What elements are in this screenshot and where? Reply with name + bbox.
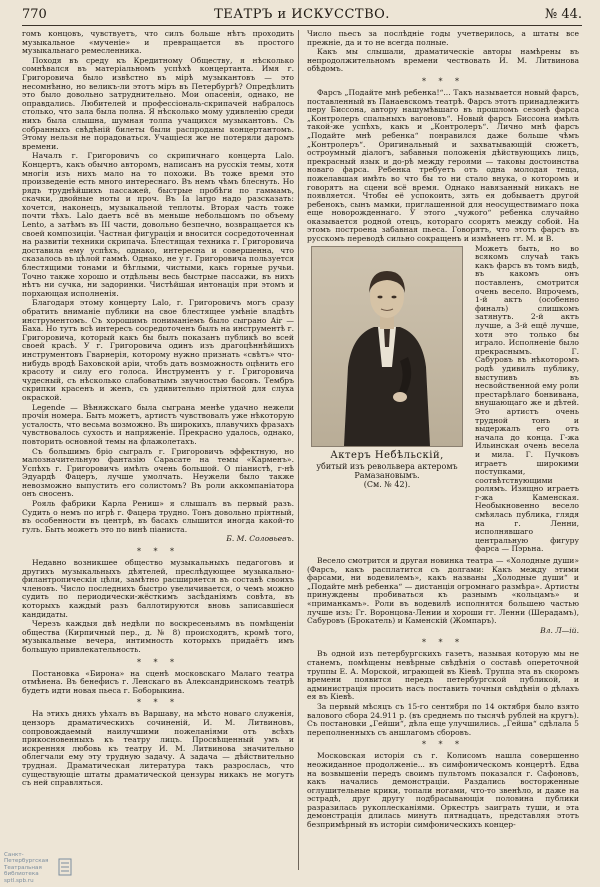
paragraph: Походя въ среду къ Кредитному Обществу, я нѣсколько сомнѣвался въ матеріальномъ успѣхѣ концертанта. Имя г. Григоровича было извѣстно въ мірѣ музыкантовъ — это несомнѣнно, но великъ-ли этотъ міръ въ Петербургѣ? Опредѣлить это было довольно затруднительно. Мои опасенія, однако, не оправдались. Любителей и профессіональ-скрипачей набралось столько, что зала была полна. Я нѣсколько мому удивленію среди нихъ была слышна, шумная толпа учащихся музыкантовъ. Съ собранныхъ свѣдѣній билеты были распроданы концертантомъ. Этому нельзя не порадоваться. Учащіеся же не потеряли даромъ времени. [22,55,294,151]
paragraph: гомъ концовъ, чувствуетъ, что силъ больше нѣтъ проходить музыкальное «мученіе» и превращается въ простого музыкальнаго ремесленника. [22,30,294,56]
paragraph: Московская исторія съ г. Колисомъ нашла совершенно неожиданное продолженіе... въ симфоническомъ концертѣ. Едва на возвышеніи передъ своимъ пультомъ показался г. Сафоновъ, какъ начались демонстраціи. Раздались восторженные оглушительные крики, топали ногами, что-то звенѣло, и даже на эстрадѣ, друг другу подбрасывающія половина публики разразилась рукоплесканіями. Оркестръ заиграть туши, и эта демонстрація длилась минутъ пятнадцать, представляя этотъ безпримѣрный въ исторіи симфоническихъ концер- [307,751,579,830]
paragraph: Благодаря этому концерту Lalo, г. Григоровичъ могъ сразу обратить вниманіе публики на свое блестящее умѣніе владѣть инструментомъ. Съ хорошимъ пониманіемъ было сыграно Air — Баха. Но тутъ всѣ интересъ сосредоточенъ былъ на инструментѣ г. Григоровича, который какъ бы былъ показанъ публикѣ во всей своей красѣ. У г. Григоровича одинъ изъ драгоцѣннѣйшихъ инструментовъ Гварнерія, которому нужно признать «свѣтъ» что-нибудь вродѣ Баховской аріи, чтобъ дать возможность оцѣнить его красоту и силу его голоса. Инструментъ у г. Григоровича чудесный, съ нѣсколько слабоватымъ звучностью басовъ. Тембръ скрипки красенъ и женъ, съ удивительно пріятной для слуха окраской. [22,298,294,402]
section-separator: * * * [136,698,180,708]
paragraph: Постановка «Бирона» на сценѣ московскаго Малаго театра отмѣнена. Въ бенефисъ г. Ленскаго въ Александринскомъ театрѣ будетъ идти новая пьеса г. Боборыкина. [22,668,294,695]
right-column [307,30,579,878]
portrait-caption [307,450,467,490]
portrait-image [312,247,462,446]
section-separator: * * * [136,547,180,557]
journal-title: ТЕАТРЪ и ИСКУССТВО. [214,7,390,22]
author-signature: Б. М. Соловьевъ. [226,534,294,544]
column-divider [298,30,299,870]
page-number: 770 [22,7,47,22]
section-separator: * * * [421,76,465,86]
paragraph: Legende — Вѣняжскаго была сыграна менѣе удачно нежели прочія номера. Быть можетъ, артистъ чувствовалъ уже нѣкоторую усталость, что весьма возможно. Въ широкихъ, плавучихъ фразахъ чувствовалось сухость и напряженіе. Прекрасно удалось, однако, повторить основной темы на флажолетахъ. [22,402,294,446]
stamp-line: Санкт-Петербургская [4,852,49,865]
section-separator: * * * [421,740,465,750]
stamp-line: библиотека [4,871,39,878]
stamp-line: Театральная [4,864,42,871]
paragraph: Весело смотрится и другая новинка театра — «Холодные души» (Фарсъ, какъ расплатится съ долгами: Какъ между этими фарсами, ни водевилемъ», какъ названы „Холодные души“ и „Подайте мнѣ ребенка“ — дистанція огромнаго размѣра». Артисты принуждены пробиваться къ разнымъ «кольцамъ» и «приманкамъ». Роли въ водевилѣ исполнятся большею частью лучше изъ: Гг. Воронцова-Лении и хороши гг. Ленни (Шерадамъ), Сабуровъ (Брокатель) и Каменскій (Жомпаръ). [307,556,579,626]
paragraph: На этихъ дняхъ уѣхалъ въ Варшаву, на мѣсто новаго служенія, цензоръ драматическихъ сочиненій, И. М. Литвиновъ, сопровождаемый наилучшими пожеланіями отъ всѣхъ прикосновенныхъ къ театру лицъ. Просвѣщенный умъ и искренняя любовь къ театру И. М. Литвинова значительно облегчали ему эту трудную задачу. А задача — дѣйствительно трудная. Драматическая литература такъ разрослась, что существующіе штаты драматической цензуры никакъ не могутъ съ ней справляться. [22,709,294,788]
paragraph: Можетъ быть, но во всякомъ случаѣ такъ какъ фарсъ въ томъ видѣ, въ какомъ онъ поставленъ, смотрится очень весело. Впрочемъ, 1-й актъ (особенно финалъ) слишкомъ затянутъ. 2-й актъ лучше, а 3-й ещё лучше, хотя это только бы играло. Исполненіе было прекраснымъ. Г. Сабуровъ въ нѣкоторомъ родѣ удивилъ публику, выступивъ въ несвойственной ему роли престарѣлаго бонвивана, внушающаго же и дѣтей. Это артистъ очень трудной тонъ и выдержалъ его отъ начала до конца. Г-жа Ильинская очень весела и мила. Г. Пучковъ играетъ широкими поступками, соотвѣтствующими ролямъ. Изящно играетъ г-жа Каменская. Необыкновенно весело смѣялась публика, глядя на г. Ленни, исполнявшаго центральную фигуру фарса — Пэрьна. [475,243,579,554]
paragraph: Въ одной изъ петербургскихъ газетъ, называя которую мы не станемъ, помѣщены невѣрные свѣдѣнія о составѣ опереточной труппы Е. А. Морской, играющей въ Кіевѣ. Труппа эта въ скоромъ времени появится передъ петербургской публикой, и администрація просить насъ поставить точныя свѣдѣнія о дѣлахъ ея въ Кіевѣ. [307,649,579,702]
paragraph: Черезъ каждыя двѣ недѣли по воскресеньямъ въ помѣщеніи общества (Кирпичный пер., д. № 8) происходятъ, кромѣ того, музыкальные вечера, интимность которыхъ придаётъ имъ большую привлекательность. [22,619,294,654]
caption-title: Актеръ Небѣльскій, [330,449,444,461]
running-header [22,6,582,24]
stamp-line: sptl.spb.ru [4,877,34,884]
caption-line: Рамазановымъ. [354,471,420,481]
issue-number: № 44. [544,7,582,22]
library-stamp [4,852,64,884]
paragraph: Какъ мы слышали, драматическіе авторы намѣрены въ непродолжительномъ времени чествовать И. М. Литвинова обѣдомъ. [307,47,579,74]
caption-line: убитый изъ револьвера актеромъ [316,461,458,471]
portrait-photo [311,246,463,447]
paragraph: За первый мѣсяцъ съ 15-го сентября по 14 октября было взято валового сбора 24.911 р. (въ среднемъ по тысячѣ рублей на кругъ). Съ постановки „Гейши“, дѣла еще улучшились. „Гейша“ сдѣлала 5 переполненныхъ съ аншлагомъ сборовъ. [307,701,579,737]
paragraph: Число пьесъ за послѣдніе годы учетверилось, а штаты все прежніе, да и то не всегда полные. [307,30,579,47]
caption-reference: (См. № 42). [363,480,411,490]
section-separator: * * * [136,657,180,667]
paragraph: Съ большимъ бріо сыгралъ г. Григоровичъ эффектную, но малозначительную фантазію Сарасате на темы «Карменъ». Успѣхъ г. Григоровичъ имѣлъ очень большой. О піанистѣ, г-нѣ Эдуардѣ Фацеръ, лучше умолчать. Неужели было также невозможно выпустить его солистомъ? Въ роли аккомпаніатора онъ сносенъ. [22,446,294,499]
paragraph: Началъ г. Григоровичъ со скрипичнаго концерта Lalo. Концертъ, какъ обычно авторомъ, написанъ на русскія темы, хотя многія изъ нихъ мало на то похожи. Въ тоже время это произведеніе есть много интереснаго. Въ немъ чѣмъ блеснуть. Но рядъ труднѣйшихъ пассажей, быстрые пробѣги по гаммамъ, скачки, двойные ноты и проч. Въ Ia largo надо разсказать: хочется, наконецъ, музыкальной теплоты. Вторая часть тоже почти тѣхъ. Lalo даетъ всё въ меньше небольшомъ по объему Lento, а затѣмъ въ III части, довольно безпечно, возвращается къ своей композиціи. Частная фигурація и вносится сосредоточенная на развитіи техники скрипача. Блестящая техника г. Григоровича доставила ему успѣхъ, однако, интересна и совершенна, что сказалось въ цѣлой гаммѣ. Однако, не у г. Григоровича пользуется блестящими тонами и бѣглыми, чистыми, какъ горные ручьи. Точно также хорошо и отдѣльны весь быстрые пассажи, въ нихъ нѣтъ ни сучка, ни задоринки. Чистѣйшая интонація при этомъ и порхающая исполненія. [22,151,294,298]
library-logo-icon [58,858,72,876]
portrait-figure [307,246,467,490]
author-signature: Вл. Л—ій. [540,625,579,635]
header-rule [22,25,582,26]
paragraph: Недавно возникшее общество музыкальныхъ педагоговъ и другихъ музыкальныхъ дѣятелей, преслѣдующее музыкально-филантропическія цѣли, замѣтно расширяется въ составѣ своихъ членовъ. Число последнихъ быстро увеличивается, о чемъ можно судить по периодически-жёсткимъ засѣданіямъ совѣта, въ которыхъ каждый разъ баллотируются вновь записавшіеся кандидаты. [22,558,294,619]
left-column [22,30,294,878]
section-separator: * * * [421,638,465,648]
paragraph: Рояль фабрики Карла Рениш» я слышалъ въ первый разъ. Судить о немъ по игрѣ г. Фацера трудно. Тонъ довольно пріятный, въ особенности въ центрѣ, въ басахъ слышится иногда какой-то гулъ. Быть можетъ это по винѣ піаниста. [22,499,294,534]
sidebar-text [475,245,579,555]
paragraph: Фарсъ „Подайте мнѣ ребенка!“... Такъ называется новый фарсъ, поставленный въ Панаевскомъ театрѣ. Фарсъ этотъ принадлежитъ перу Биссона, автору нашумѣвшаго въ прошломъ сезонѣ фарса „Контролеръ спальныхъ вагоновъ“. Новый фарсъ Биссона имѣлъ такой-же успѣхъ, какъ и „Контролеръ“. Лично мнѣ фарсъ „Подайте мнѣ ребенка“ понравился даже больше чѣмъ „Контролеръ“. Оригинальный и захватывающій сюжетъ, остроумный діалогъ, забавныя положенія дѣйствующихъ лицъ, прекрасный язык и до-рѣ между героями — таковы достоинства новаго фарса. Ребенка требуетъ отъ одна молодая теща, пожелавшая имѣть во что бы то ни стало внука, о которомъ и говорятъ на сцени всё время. Однако навязанный никакъ не появляется. Чтобы её успокоить, зять ея добываетъ другой ребенокъ, сынъ мамки, приглашенной для неосуществимаго пока еще новорожденнаго. У этого „чужого“ ребенка случайно оказывается родной отецъ, котораго ссорятъ между собой. На этомъ построена забавная пьеса. Говорятъ, что этотъ фарсъ въ русскомъ переводѣ сильно сокращенъ и измѣненъ гг. М. и В. [307,87,579,244]
